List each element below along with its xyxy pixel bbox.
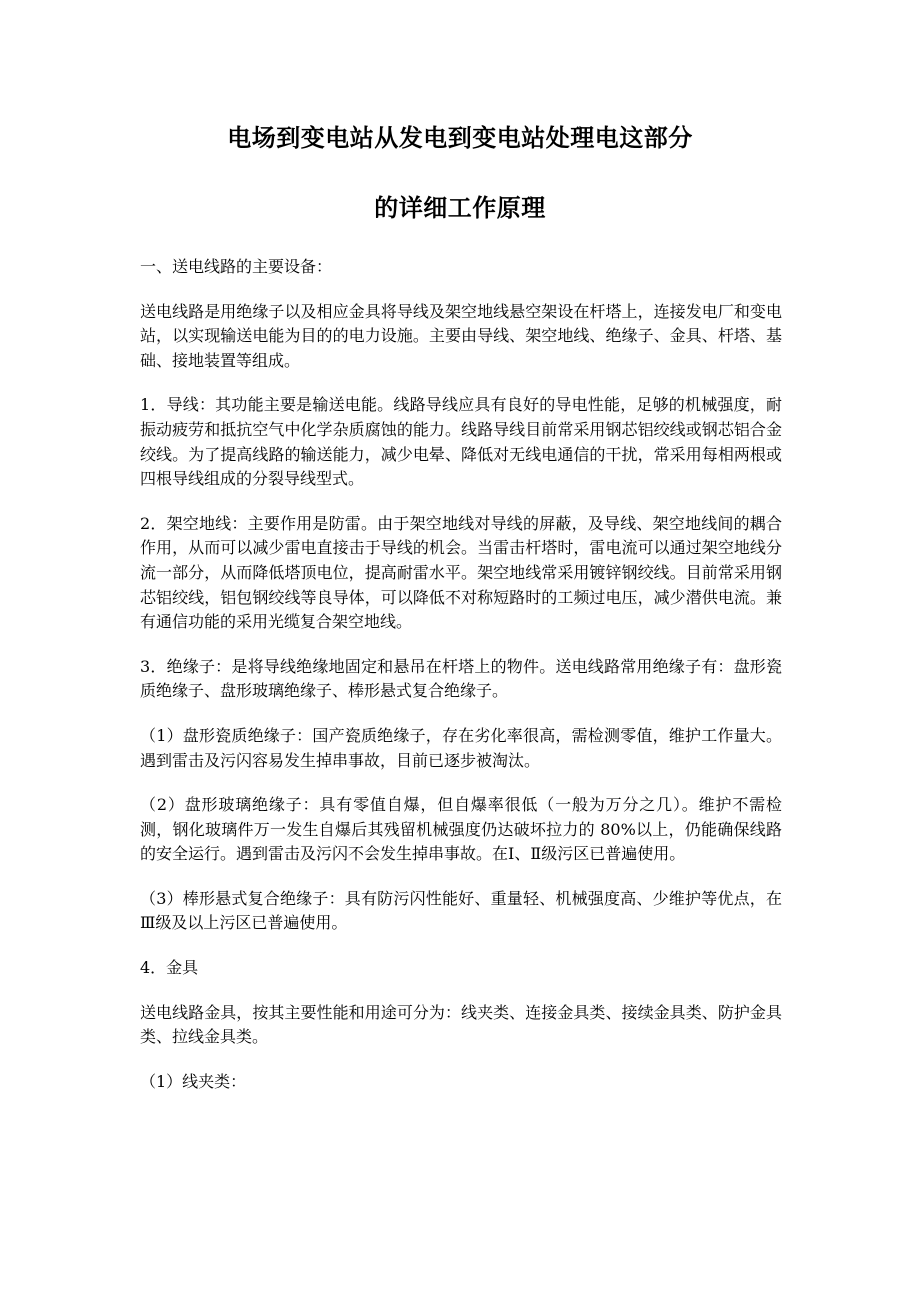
- paragraph-insulator: 3．绝缘子：是将导线绝缘地固定和悬吊在杆塔上的物件。送电线路常用绝缘子有：盘形瓷质绝缘子、盘形玻璃绝缘子、棒形悬式复合绝缘子。: [140, 656, 782, 701]
- paragraph-fittings-categories: 送电线路金具，按其主要性能和用途可分为：线夹类、连接金具类、接续金具类、防护金具类、拉线金具类。: [140, 1002, 782, 1047]
- paragraph-porcelain-insulator: （1）盘形瓷质绝缘子：国产瓷质绝缘子，存在劣化率很高，需检测零值，维护工作量大。遇到雷击及污闪容易发生掉串事故，目前已逐步被淘汰。: [140, 725, 782, 770]
- section-heading-main-equipment: 一、送电线路的主要设备：: [140, 257, 333, 276]
- paragraph-composite-insulator: （3）棒形悬式复合绝缘子：具有防污闪性能好、重量轻、机械强度高、少维护等优点，在Ⅲ级及以上污区已普遍使用。: [140, 888, 782, 933]
- document-body: [140, 255, 782, 1114]
- paragraph-transmission-line-intro: 送电线路是用绝缘子以及相应金具将导线及架空地线悬空架设在杆塔上，连接发电厂和变电站，以实现输送电能为目的的电力设施。主要由导线、架空地线、绝缘子、金具、杆塔、基础、接地装置等组成。: [140, 301, 782, 370]
- subheading-clamps: （1）线夹类：: [140, 1071, 247, 1091]
- paragraph-conductor: 1．导线：其功能主要是输送电能。线路导线应具有良好的导电性能，足够的机械强度，耐振动疲劳和抵抗空气中化学杂质腐蚀的能力。线路导线目前常采用钢芯铝绞线或钢芯铝合金绞线。为了提高线路的输送能力，减少电晕、降低对无线电通信的干扰，常采用每相两根或四根导线组成的分裂导线型式。: [140, 395, 782, 489]
- section-heading-fittings: 4．金具: [140, 958, 199, 978]
- paragraph-glass-insulator: （2）盘形玻璃绝缘子：具有零值自爆，但自爆率很低（一般为万分之几）。维护不需检测，钢化玻璃件万一发生自爆后其残留机械强度仍达破坏拉力的 80%以上，仍能确保线路的安全运行。遇到雷击及污闪不会发生掉串事故。在Ⅰ、Ⅱ级污区已普遍使用。: [140, 795, 782, 864]
- document-title-line-2: 的详细工作原理: [374, 193, 546, 222]
- paragraph-overhead-ground-wire: 2．架空地线：主要作用是防雷。由于架空地线对导线的屏蔽，及导线、架空地线间的耦合作用，从而可以减少雷电直接击于导线的机会。当雷击杆塔时，雷电流可以通过架空地线分流一部分，从而降低塔顶电位，提高耐雷水平。架空地线常采用镀锌钢绞线。目前常采用钢芯铝绞线，铝包钢绞线等良导体，可以降低不对称短路时的工频过电压，减少潜供电流。兼有通信功能的采用光缆复合架空地线。: [140, 513, 782, 632]
- document-title-line-1: 电场到变电站从发电到变电站处理电这部分: [227, 123, 693, 152]
